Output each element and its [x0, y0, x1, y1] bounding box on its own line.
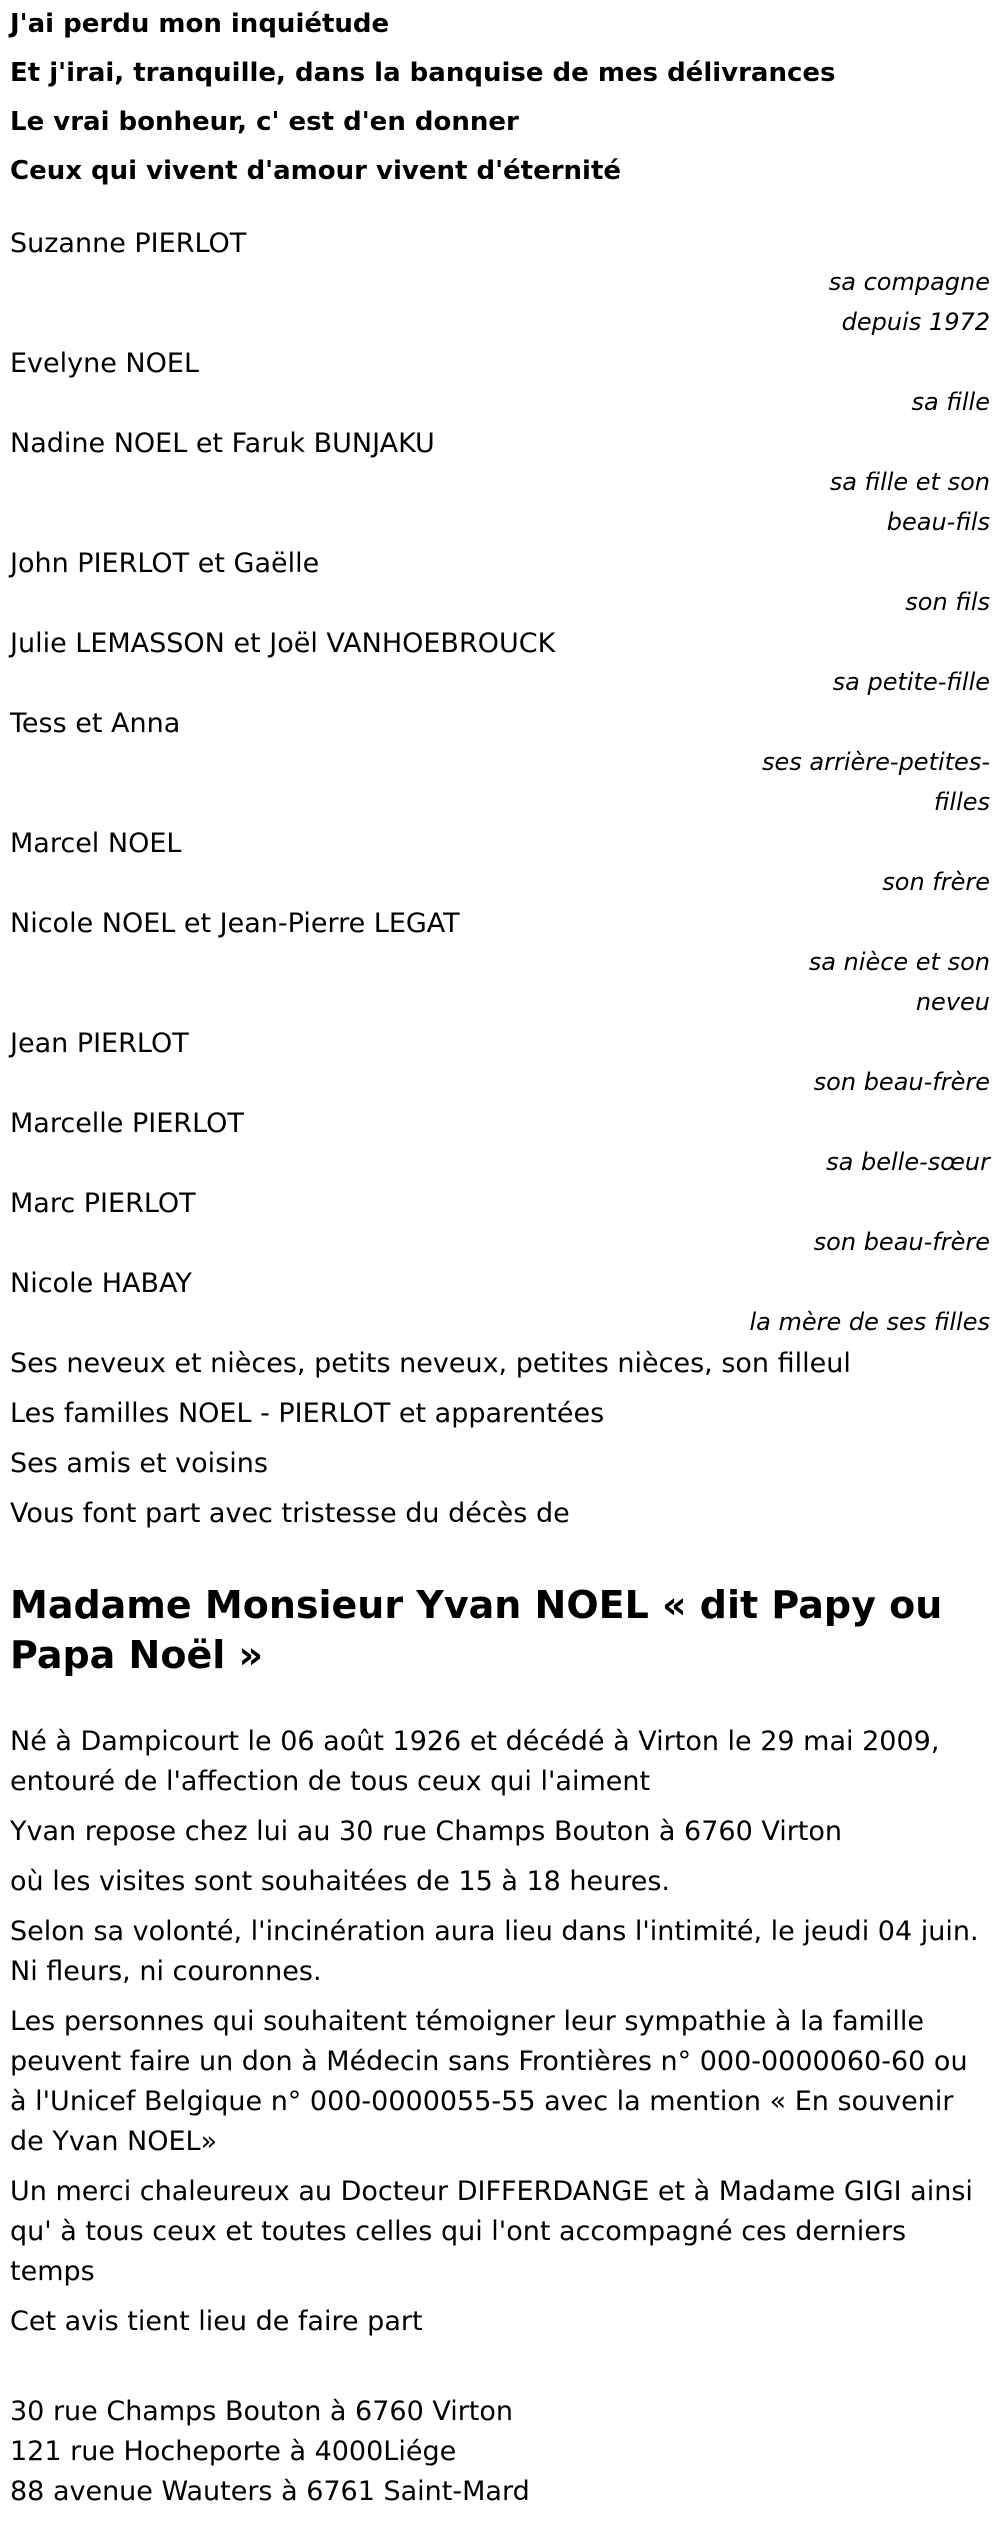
poem	[10, 0, 992, 188]
other-mourners-line: Ses neveux et nièces, petits neveux, petites nièces, son filleul	[10, 1348, 851, 1379]
mourner-entry	[10, 626, 992, 702]
other-mourners-line: Ses amis et voisins	[10, 1448, 268, 1479]
address-line: 30 rue Champs Bouton à 6760 Virton	[10, 2396, 514, 2427]
mourner-name: Evelyne NOEL	[10, 348, 199, 379]
mourner-relation: son frère	[882, 868, 990, 896]
mourner-entry	[10, 1186, 992, 1262]
mourner-relation: la mère de ses filles	[749, 1308, 990, 1336]
mourner-entry	[10, 226, 992, 342]
mourner-relation: sa fille et son beau-fils	[829, 468, 990, 536]
mourner-entry	[10, 426, 992, 542]
mourner-name: Marcel NOEL	[10, 828, 182, 859]
mourner-entry	[10, 1266, 992, 1342]
address-line: 121 rue Hocheporte à 4000Liége	[10, 2436, 457, 2467]
notice-paragraph: Cet avis tient lieu de faire part	[10, 2306, 423, 2337]
cremation-paragraph: Selon sa volonté, l'incinération aura lieu dans l'intimité, le jeudi 04 juin. Ni fleurs, ni couronnes.	[10, 1916, 979, 1987]
mourner-name: John PIERLOT et Gaëlle	[10, 548, 320, 579]
other-mourners-line: Les familles NOEL - PIERLOT et apparentées	[10, 1398, 605, 1429]
mourner-name: Suzanne PIERLOT	[10, 228, 247, 259]
mourner-relation: sa fille	[911, 388, 990, 416]
mourner-relation: son beau-frère	[813, 1228, 990, 1256]
visiting-hours-paragraph: où les visites sont souhaitées de 15 à 18 heures.	[10, 1866, 670, 1897]
mourners-list	[10, 226, 992, 1342]
mourner-name: Nicole HABAY	[10, 1268, 192, 1299]
mourner-name: Julie LEMASSON et Joël VANHOEBROUCK	[10, 628, 556, 659]
donation-paragraph: Les personnes qui souhaitent témoigner leur sympathie à la famille peuvent faire un don à Médecin sans Frontières n° 000-0000060-60 ou à l'Unicef Belgique n° 000-0000055-55 avec la mention « En souvenir de Yvan NOEL»	[10, 2006, 968, 2157]
mourner-name: Nicole NOEL et Jean-Pierre LEGAT	[10, 908, 460, 939]
mourner-relation: sa compagne depuis 1972	[828, 268, 990, 336]
mourner-relation: son fils	[905, 588, 990, 616]
mourner-relation: sa nièce et son neveu	[808, 948, 990, 1016]
mourner-name: Jean PIERLOT	[10, 1028, 189, 1059]
mourner-entry	[10, 826, 992, 902]
mourner-entry	[10, 346, 992, 422]
mourner-entry	[10, 1106, 992, 1182]
mourner-relation: son beau-frère	[813, 1068, 990, 1096]
mourner-entry	[10, 546, 992, 622]
rest-location-paragraph: Yvan repose chez lui au 30 rue Champs Bouton à 6760 Virton	[10, 1816, 843, 1847]
addresses	[10, 2392, 992, 2512]
obituary-details	[10, 1722, 992, 2342]
mourner-entry	[10, 1026, 992, 1102]
mourner-name: Marc PIERLOT	[10, 1188, 196, 1219]
mourner-name: Nadine NOEL et Faruk BUNJAKU	[10, 428, 435, 459]
poem-line: Le vrai bonheur, c' est d'en donner	[10, 107, 519, 137]
announcement-line: Vous font part avec tristesse du décès de	[10, 1498, 570, 1529]
mourner-entry	[10, 906, 992, 1022]
deceased-name: Madame Monsieur Yvan NOEL « dit Papy ou Papa Noël »	[10, 1583, 943, 1677]
other-mourners	[10, 1346, 992, 1532]
mourner-relation: sa belle-sœur	[826, 1148, 990, 1176]
mourner-name: Tess et Anna	[10, 708, 181, 739]
poem-line: Et j'irai, tranquille, dans la banquise de mes délivrances	[10, 58, 836, 88]
mourner-relation: sa petite-fille	[832, 668, 990, 696]
poem-line: J'ai perdu mon inquiétude	[10, 9, 390, 39]
mourner-name: Marcelle PIERLOT	[10, 1108, 244, 1139]
mourner-relation: ses arrière-petites-filles	[762, 748, 990, 816]
mourner-entry	[10, 706, 992, 822]
poem-line: Ceux qui vivent d'amour vivent d'éternité	[10, 156, 622, 186]
thanks-paragraph: Un merci chaleureux au Docteur DIFFERDANGE et à Madame GIGI ainsi qu' à tous ceux et toutes celles qui l'ont accompagné ces derniers temps	[10, 2176, 973, 2287]
birth-death-paragraph: Né à Dampicourt le 06 août 1926 et décédé à Virton le 29 mai 2009, entouré de l'affection de tous ceux qui l'aiment	[10, 1726, 940, 1797]
address-line: 88 avenue Wauters à 6761 Saint-Mard	[10, 2476, 530, 2507]
